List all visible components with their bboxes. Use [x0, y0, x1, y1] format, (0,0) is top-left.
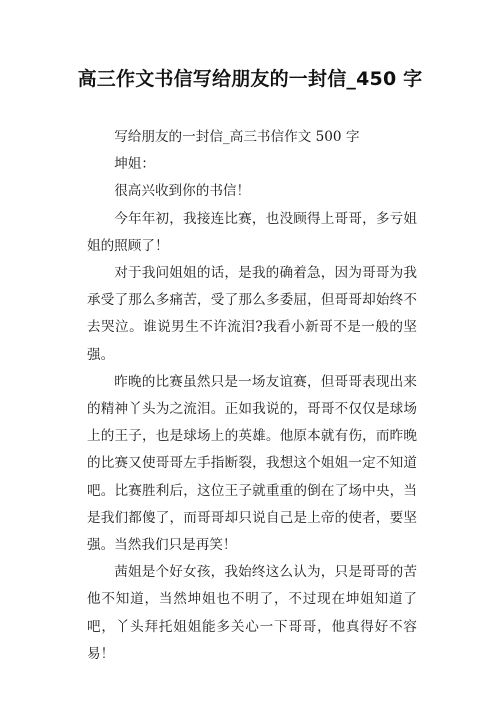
paragraph: 茜姐是个好女孩，我始终这么认为，只是哥哥的苦他不知道，当然坤姐也不明了，不过现在坤姐知道了吧，丫头拜托姐姐能多关心一下哥哥，他真得好不容易！ [87, 564, 417, 662]
paragraph-subtitle: 写给朋友的一封信_高三书信作文 500 字 [114, 129, 360, 145]
paragraph-salutation: 坤姐： [114, 156, 155, 173]
document-body [87, 124, 417, 668]
document-title: 高三作文书信写给朋友的一封信_450 字 [77, 68, 423, 90]
paragraph: 今年年初，我接连比赛，也没顾得上哥哥，多亏姐姐的照顾了！ [87, 210, 417, 254]
paragraph: 很高兴收到你的书信！ [114, 183, 251, 200]
paragraph: 对于我问姐姐的话，是我的确着急，因为哥哥为我承受了那么多痛苦，受了那么多委屈，但哥哥却始终不去哭泣。谁说男生不许流泪?我看小新哥不是一般的坚强。 [87, 265, 417, 363]
paragraph: 昨晚的比赛虽然只是一场友谊赛，但哥哥表现出来的精神丫头为之流泪。正如我说的，哥哥不仅仅是球场上的王子，也是球场上的英雄。他原本就有伤，而昨晚的比赛又使哥哥左手指断裂，我想这个姐姐一定不知道吧。比赛胜利后，这位王子就重重的倒在了场中央，当是我们都傻了，而哥哥却只说自己是上帝的使者，要坚强。当然我们只是再笑！ [87, 373, 417, 554]
